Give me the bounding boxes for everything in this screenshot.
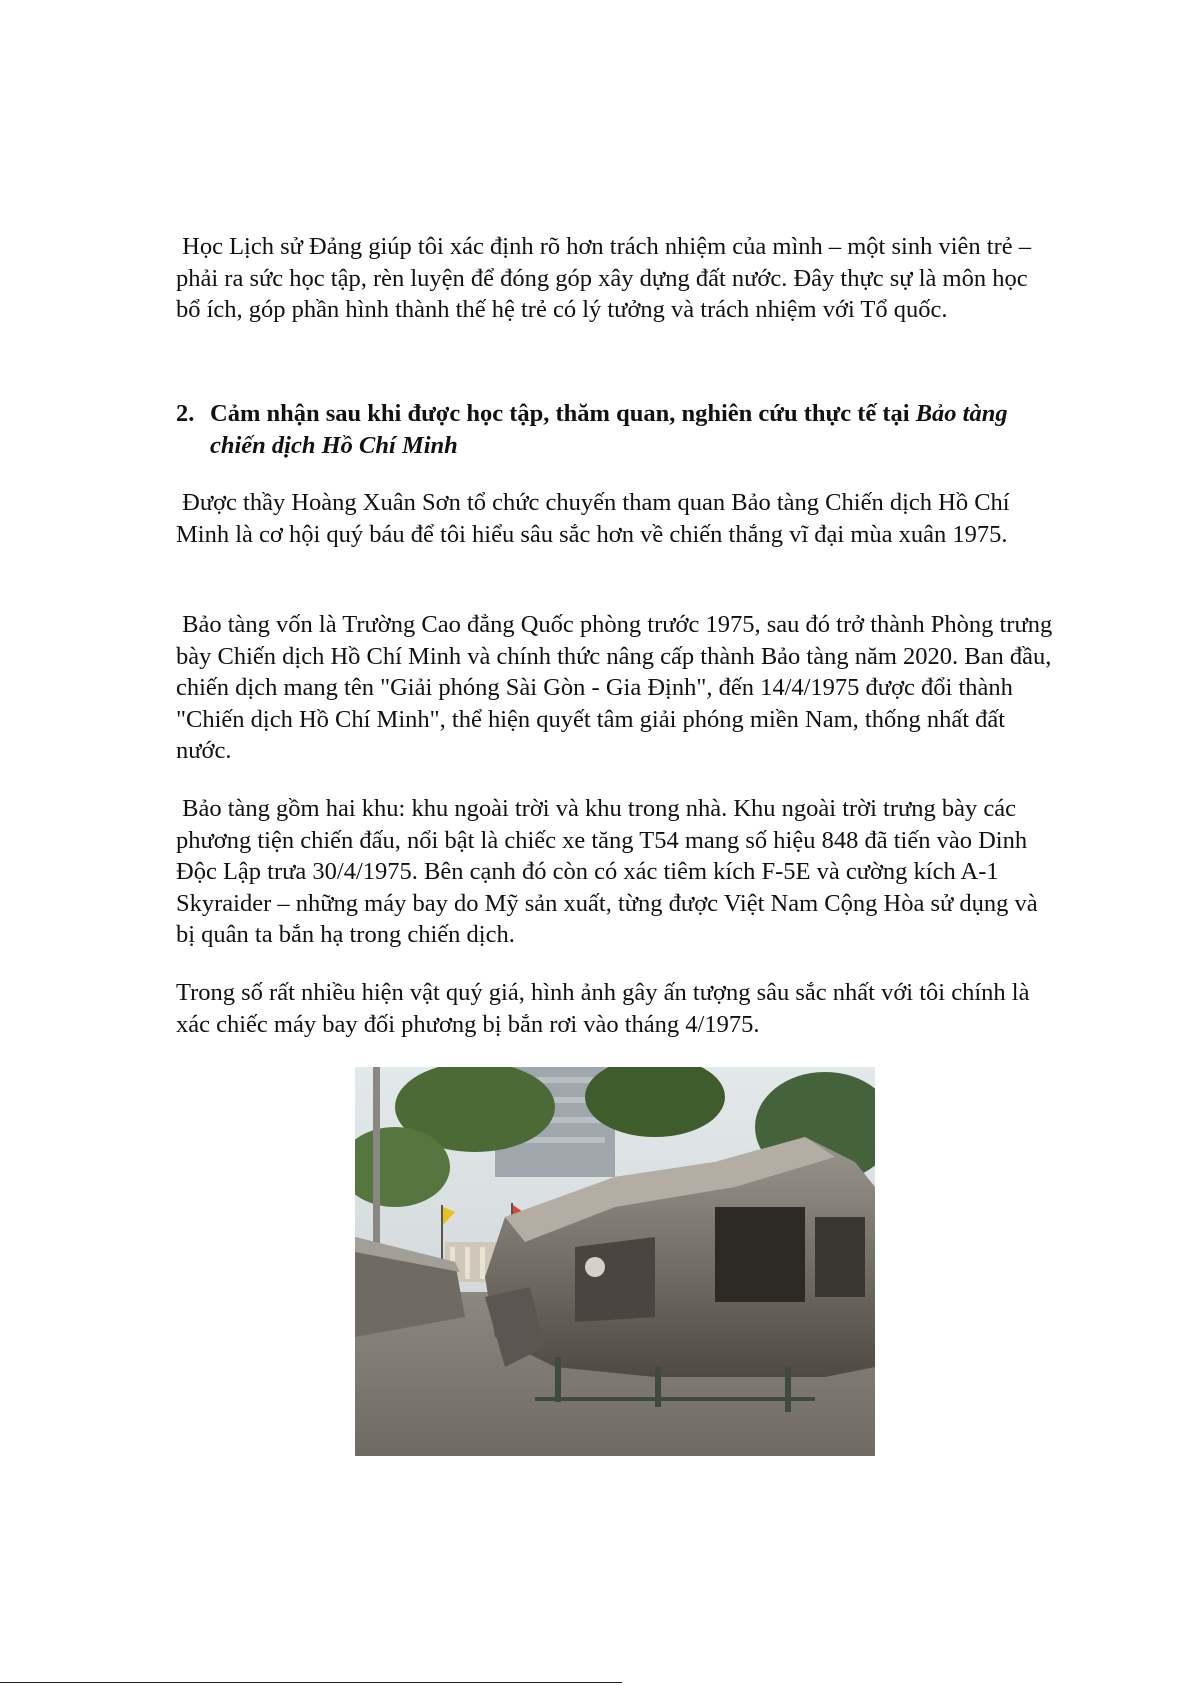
- aircraft-wreck-photo: [355, 1067, 875, 1456]
- paragraph-museum-areas: [176, 793, 1056, 951]
- paragraph-3-text: Bảo tàng vốn là Trường Cao đẳng Quốc phòng trước 1975, sau đó trở thành Phòng trưng bày Chiến dịch Hồ Chí Minh và chính thức nâng cấp thành Bảo tàng năm 2020. Ban đầu, chiến dịch mang tên "Giải phóng Sài Gòn - Gia Định", đến 14/4/1975 được đổi thành "Chiến dịch Hồ Chí Minh", thể hiện quyết tâm giải phóng miền Nam, thống nhất đất nước.: [176, 611, 1053, 764]
- paragraph-responsibility: [176, 231, 1056, 326]
- paragraph-4-text: Bảo tàng gồm hai khu: khu ngoài trời và khu trong nhà. Khu ngoài trời trưng bày các phương tiện chiến đấu, nổi bật là chiếc xe tăng T54 mang số hiệu 848 đã tiến vào Dinh Độc Lập trưa 30/4/1975. Bên cạnh đó còn có xác tiêm kích F-5E và cường kích A-1 Skyraider – những máy bay do Mỹ sản xuất, từng được Việt Nam Cộng Hòa sử dụng và bị quân ta bắn hạ trong chiến dịch.: [176, 795, 1038, 948]
- section-number: 2.: [176, 400, 195, 427]
- section-title: [210, 398, 1056, 461]
- paragraph-2-text: Được thầy Hoàng Xuân Sơn tổ chức chuyến tham quan Bảo tàng Chiến dịch Hồ Chí Minh là cơ hội quý báu để tôi hiểu sâu sắc hơn về chiến thắng vĩ đại mùa xuân 1975.: [176, 489, 1010, 548]
- fuselage-opening: [715, 1207, 805, 1302]
- paragraph-museum-history: [176, 609, 1056, 767]
- footer-rule: [0, 1682, 622, 1683]
- pole: [373, 1067, 380, 1267]
- footer-rule-mark: [596, 1682, 622, 1683]
- paragraph-1-text: Học Lịch sử Đảng giúp tôi xác định rõ hơn trách nhiệm của mình – một sinh viên trẻ – phải ra sức học tập, rèn luyện để đóng góp xây dựng đất nước. Đây thực sự là môn học bổ ích, góp phần hình thành thế hệ trẻ có lý tưởng và trách nhiệm với Tổ quốc.: [176, 233, 1031, 323]
- photo-illustration: [355, 1067, 875, 1456]
- section-2-heading: [176, 398, 1056, 461]
- paragraph-impression: Trong số rất nhiều hiện vật quý giá, hình ảnh gây ấn tượng sâu sắc nhất với tôi chính là xác chiếc máy bay đối phương bị bắn rơi vào tháng 4/1975.: [176, 979, 1030, 1038]
- section-title-italic: Bảo tàng chiến dịch Hồ Chí Minh: [210, 400, 1008, 459]
- section-title-bold: Cảm nhận sau khi được học tập, thăm quan, nghiên cứu thực tế tại: [210, 400, 916, 427]
- paragraph-visit: [176, 487, 1056, 550]
